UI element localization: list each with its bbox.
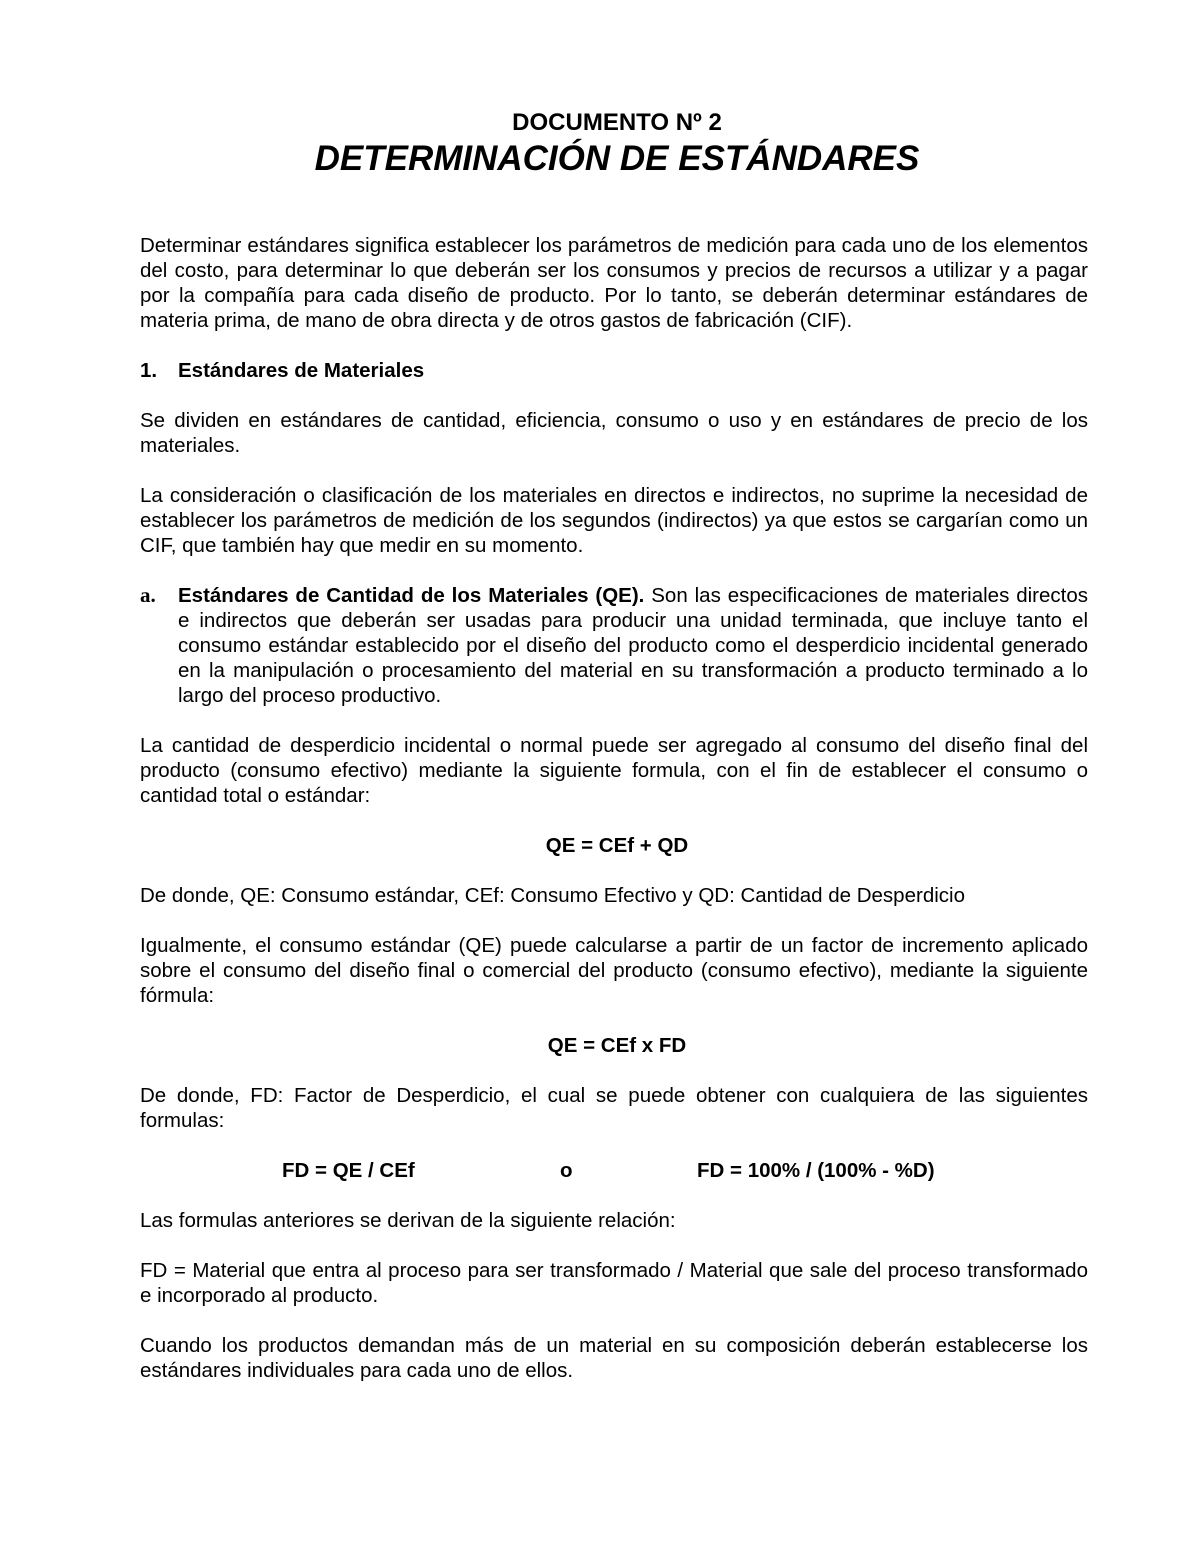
document-number: DOCUMENTO Nº 2 [512, 109, 722, 136]
paragraph-de-donde-1: De donde, QE: Consumo estándar, CEf: Consumo Efectivo y QD: Cantidad de Desperdicio [140, 884, 965, 907]
list-item-letter: a. [140, 583, 156, 607]
paragraph-consideracion: La consideración o clasificación de los materiales en directos e indirectos, no suprime la necesidad de establecer los parámetros de medición de los segundos (indirectos) ya que estos se cargarían como un CIF, que también hay que medir en su momento. [140, 484, 1088, 557]
formula-fd-ratio: FD = QE / CEf [282, 1159, 415, 1182]
list-item-a [140, 583, 1088, 708]
list-item-term: Estándares de Cantidad de los Materiales (QE). [178, 584, 645, 607]
paragraph-cuando: Cuando los productos demandan más de un material en su composición deberán establecerse los estándares individuales para cada uno de ellos. [140, 1334, 1088, 1382]
paragraph-igualmente: Igualmente, el consumo estándar (QE) puede calcularse a partir de un factor de incremento aplicado sobre el consumo del diseño final o comercial del producto (consumo efectivo), mediante la siguiente fórmula: [140, 934, 1088, 1007]
list-item-body [178, 583, 1088, 708]
paragraph-fd-relation: FD = Material que entra al proceso para ser transformado / Material que sale del proceso transformado e incorporado al producto. [140, 1259, 1088, 1307]
paragraph-cantidad: La cantidad de desperdicio incidental o normal puede ser agregado al consumo del diseño final del producto (consumo efectivo) mediante la siguiente formula, con el fin de establecer el consumo o cantidad total o estándar: [140, 734, 1088, 807]
formula-fd-row [140, 1158, 1088, 1183]
section-title: Estándares de Materiales [178, 359, 425, 382]
formula-fd-or: o [560, 1159, 573, 1182]
paragraph-de-donde-2: De donde, FD: Factor de Desperdicio, el cual se puede obtener con cualquiera de las siguientes formulas: [140, 1084, 1088, 1132]
formula-qe-product: QE = CEf x FD [547, 1034, 687, 1057]
section-number: 1. [140, 359, 158, 382]
document-title: DETERMINACIÓN DE ESTÁNDARES [314, 139, 920, 178]
paragraph-derivan: Las formulas anteriores se derivan de la siguiente relación: [140, 1209, 676, 1232]
formula-qe-sum: QE = CEf + QD [545, 834, 689, 857]
intro-paragraph: Determinar estándares significa establecer los parámetros de medición para cada uno de los elementos del costo, para determinar lo que deberán ser los consumos y precios de recursos a utilizar y a pagar por la compañía para cada diseño de producto. Por lo tanto, se deberán determinar estándares de materia prima, de mano de obra directa y de otros gastos de fabricación (CIF). [140, 234, 1088, 332]
paragraph-divide: Se dividen en estándares de cantidad, eficiencia, consumo o uso y en estándares de precio de los materiales. [140, 409, 1088, 457]
list-item-text: Son las especificaciones de materiales directos e indirectos que deberán ser usadas para producir una unidad terminada, que incluye tanto el consumo estándar establecido por el diseño del producto como el desperdicio incidental generado en la manipulación o procesamiento del material en su transformación a producto terminado a lo largo del proceso productivo. [178, 584, 1088, 707]
section-heading [140, 358, 1088, 383]
document-page [140, 108, 1088, 1383]
formula-fd-percent: FD = 100% / (100% - %D) [697, 1159, 935, 1182]
